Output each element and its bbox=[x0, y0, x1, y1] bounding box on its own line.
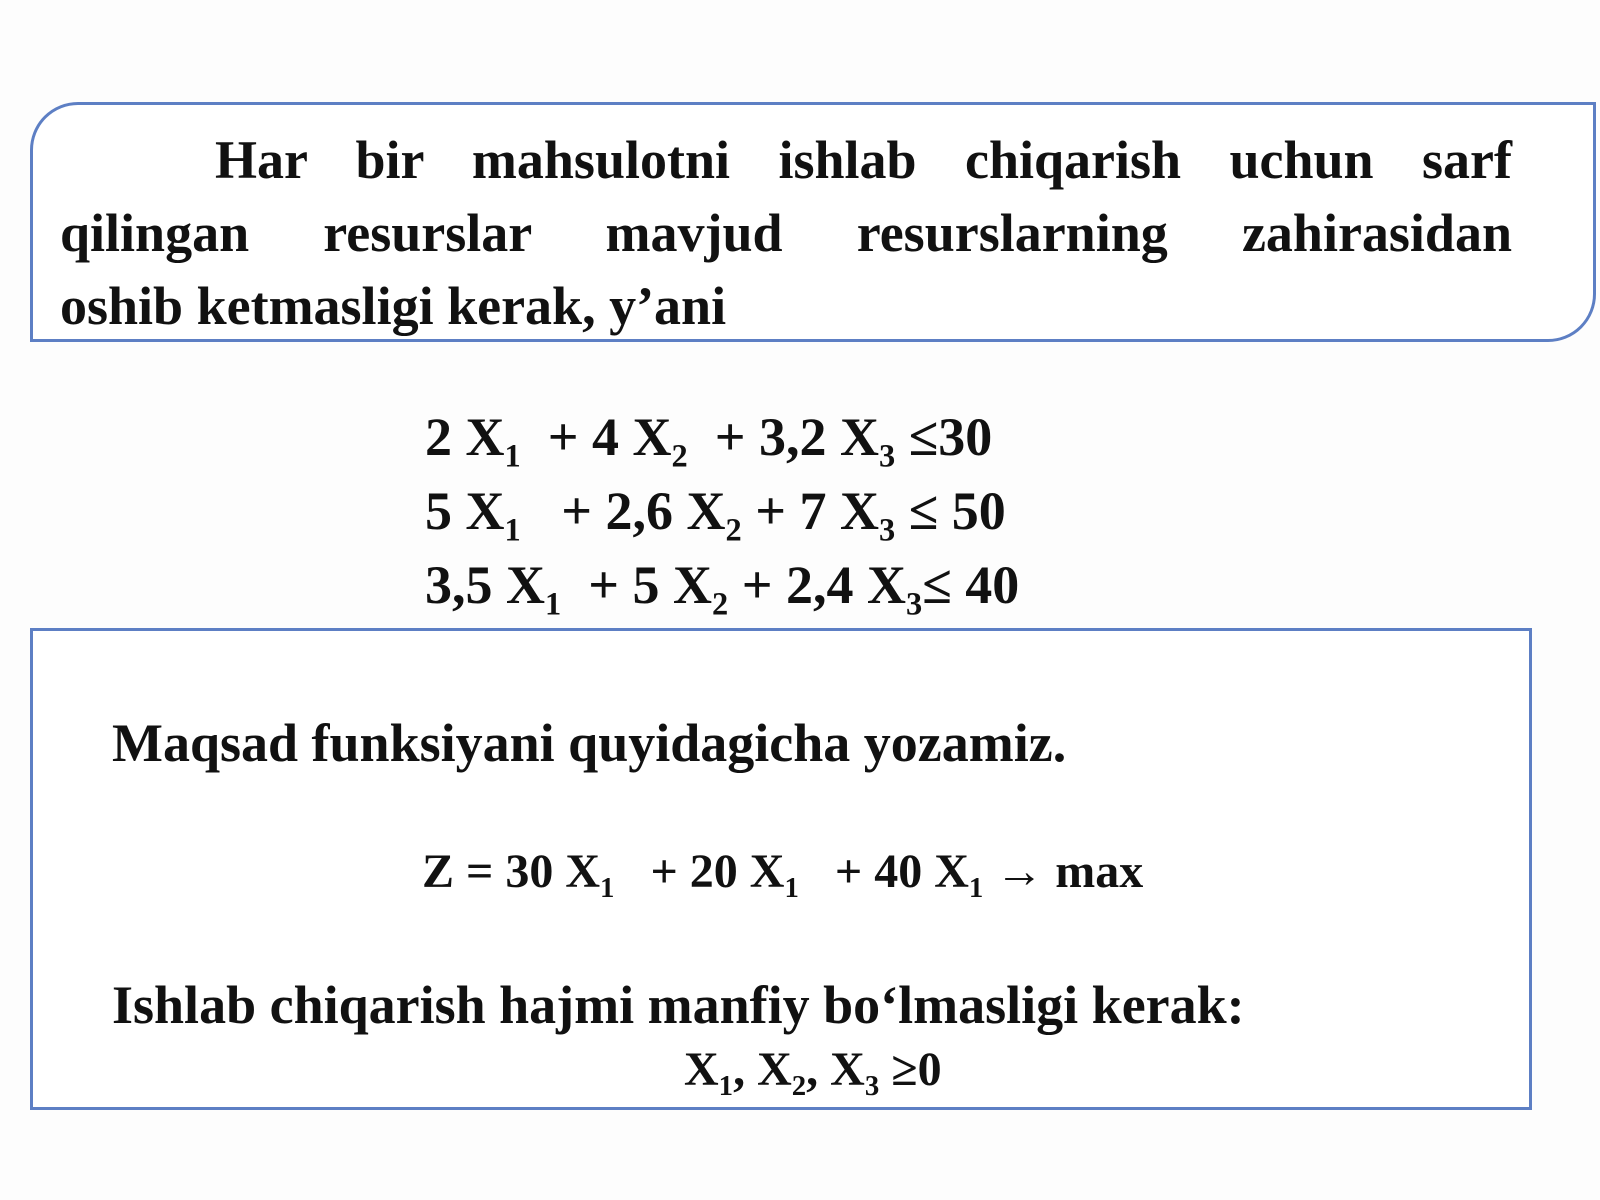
constraint-rhs: ≤ 40 bbox=[922, 555, 1020, 615]
formula-tail: → max bbox=[983, 845, 1144, 898]
subscript: 1 bbox=[600, 872, 615, 905]
constraint-term: + 2,4 X bbox=[728, 555, 906, 615]
subscript: 1 bbox=[504, 512, 521, 549]
subscript: 1 bbox=[784, 872, 799, 905]
formula-tail: ≥0 bbox=[879, 1043, 942, 1096]
nonnegativity-heading: Ishlab chiqarish hajmi manfiy bo‘lmasligi kerak: bbox=[112, 975, 1245, 1035]
subscript: 1 bbox=[545, 586, 562, 623]
constraint-term: + 3,2 X bbox=[687, 407, 879, 467]
subscript: 3 bbox=[905, 586, 923, 623]
subscript: 1 bbox=[718, 1070, 734, 1103]
objective-formula bbox=[422, 840, 1143, 904]
intro-line-3: oshib ketmasligi kerak, y’ani bbox=[60, 276, 727, 336]
intro-line-2: qilingan resurslar mavjud resurslarning zahirasidan bbox=[60, 203, 1512, 263]
subscript: 2 bbox=[711, 586, 729, 623]
subscript: 1 bbox=[504, 438, 521, 475]
formula-term: X bbox=[684, 1043, 719, 1096]
formula-term: + 40 X bbox=[798, 845, 969, 898]
constraint-term: + 7 X bbox=[741, 481, 879, 541]
constraint-row-1 bbox=[425, 400, 1185, 474]
constraint-row-2 bbox=[425, 474, 1185, 548]
constraint-term: 3,5 X bbox=[425, 555, 545, 615]
constraint-term: 2 X bbox=[425, 407, 505, 467]
constraint-term: + 2,6 X bbox=[520, 481, 726, 541]
constraint-rhs: ≤30 bbox=[895, 407, 993, 467]
subscript: 2 bbox=[671, 438, 688, 475]
constraint-row-3 bbox=[425, 548, 1185, 622]
subscript: 2 bbox=[791, 1070, 807, 1103]
nonnegativity-formula bbox=[684, 1038, 942, 1102]
subscript: 1 bbox=[968, 872, 984, 905]
constraint-rhs: ≤ 50 bbox=[895, 481, 1006, 541]
constraint-term: + 4 X bbox=[520, 407, 672, 467]
subscript: 3 bbox=[864, 1070, 880, 1103]
objective-heading: Maqsad funksiyani quyidagicha yozamiz. bbox=[112, 713, 1067, 773]
constraint-term: 5 X bbox=[425, 481, 505, 541]
subscript: 3 bbox=[878, 512, 896, 549]
formula-term: + 20 X bbox=[614, 845, 785, 898]
subscript: 2 bbox=[725, 512, 742, 549]
subscript: 3 bbox=[878, 438, 896, 475]
intro-paragraph bbox=[60, 124, 1512, 343]
constraint-term: + 5 X bbox=[561, 555, 712, 615]
formula-term: Z = 30 X bbox=[422, 845, 601, 898]
constraint-system bbox=[425, 400, 1185, 622]
formula-term: , X bbox=[806, 1043, 865, 1096]
formula-term: , X bbox=[733, 1043, 792, 1096]
intro-line-1: Har bir mahsulotni ishlab chiqarish uchun sarf bbox=[215, 130, 1512, 190]
